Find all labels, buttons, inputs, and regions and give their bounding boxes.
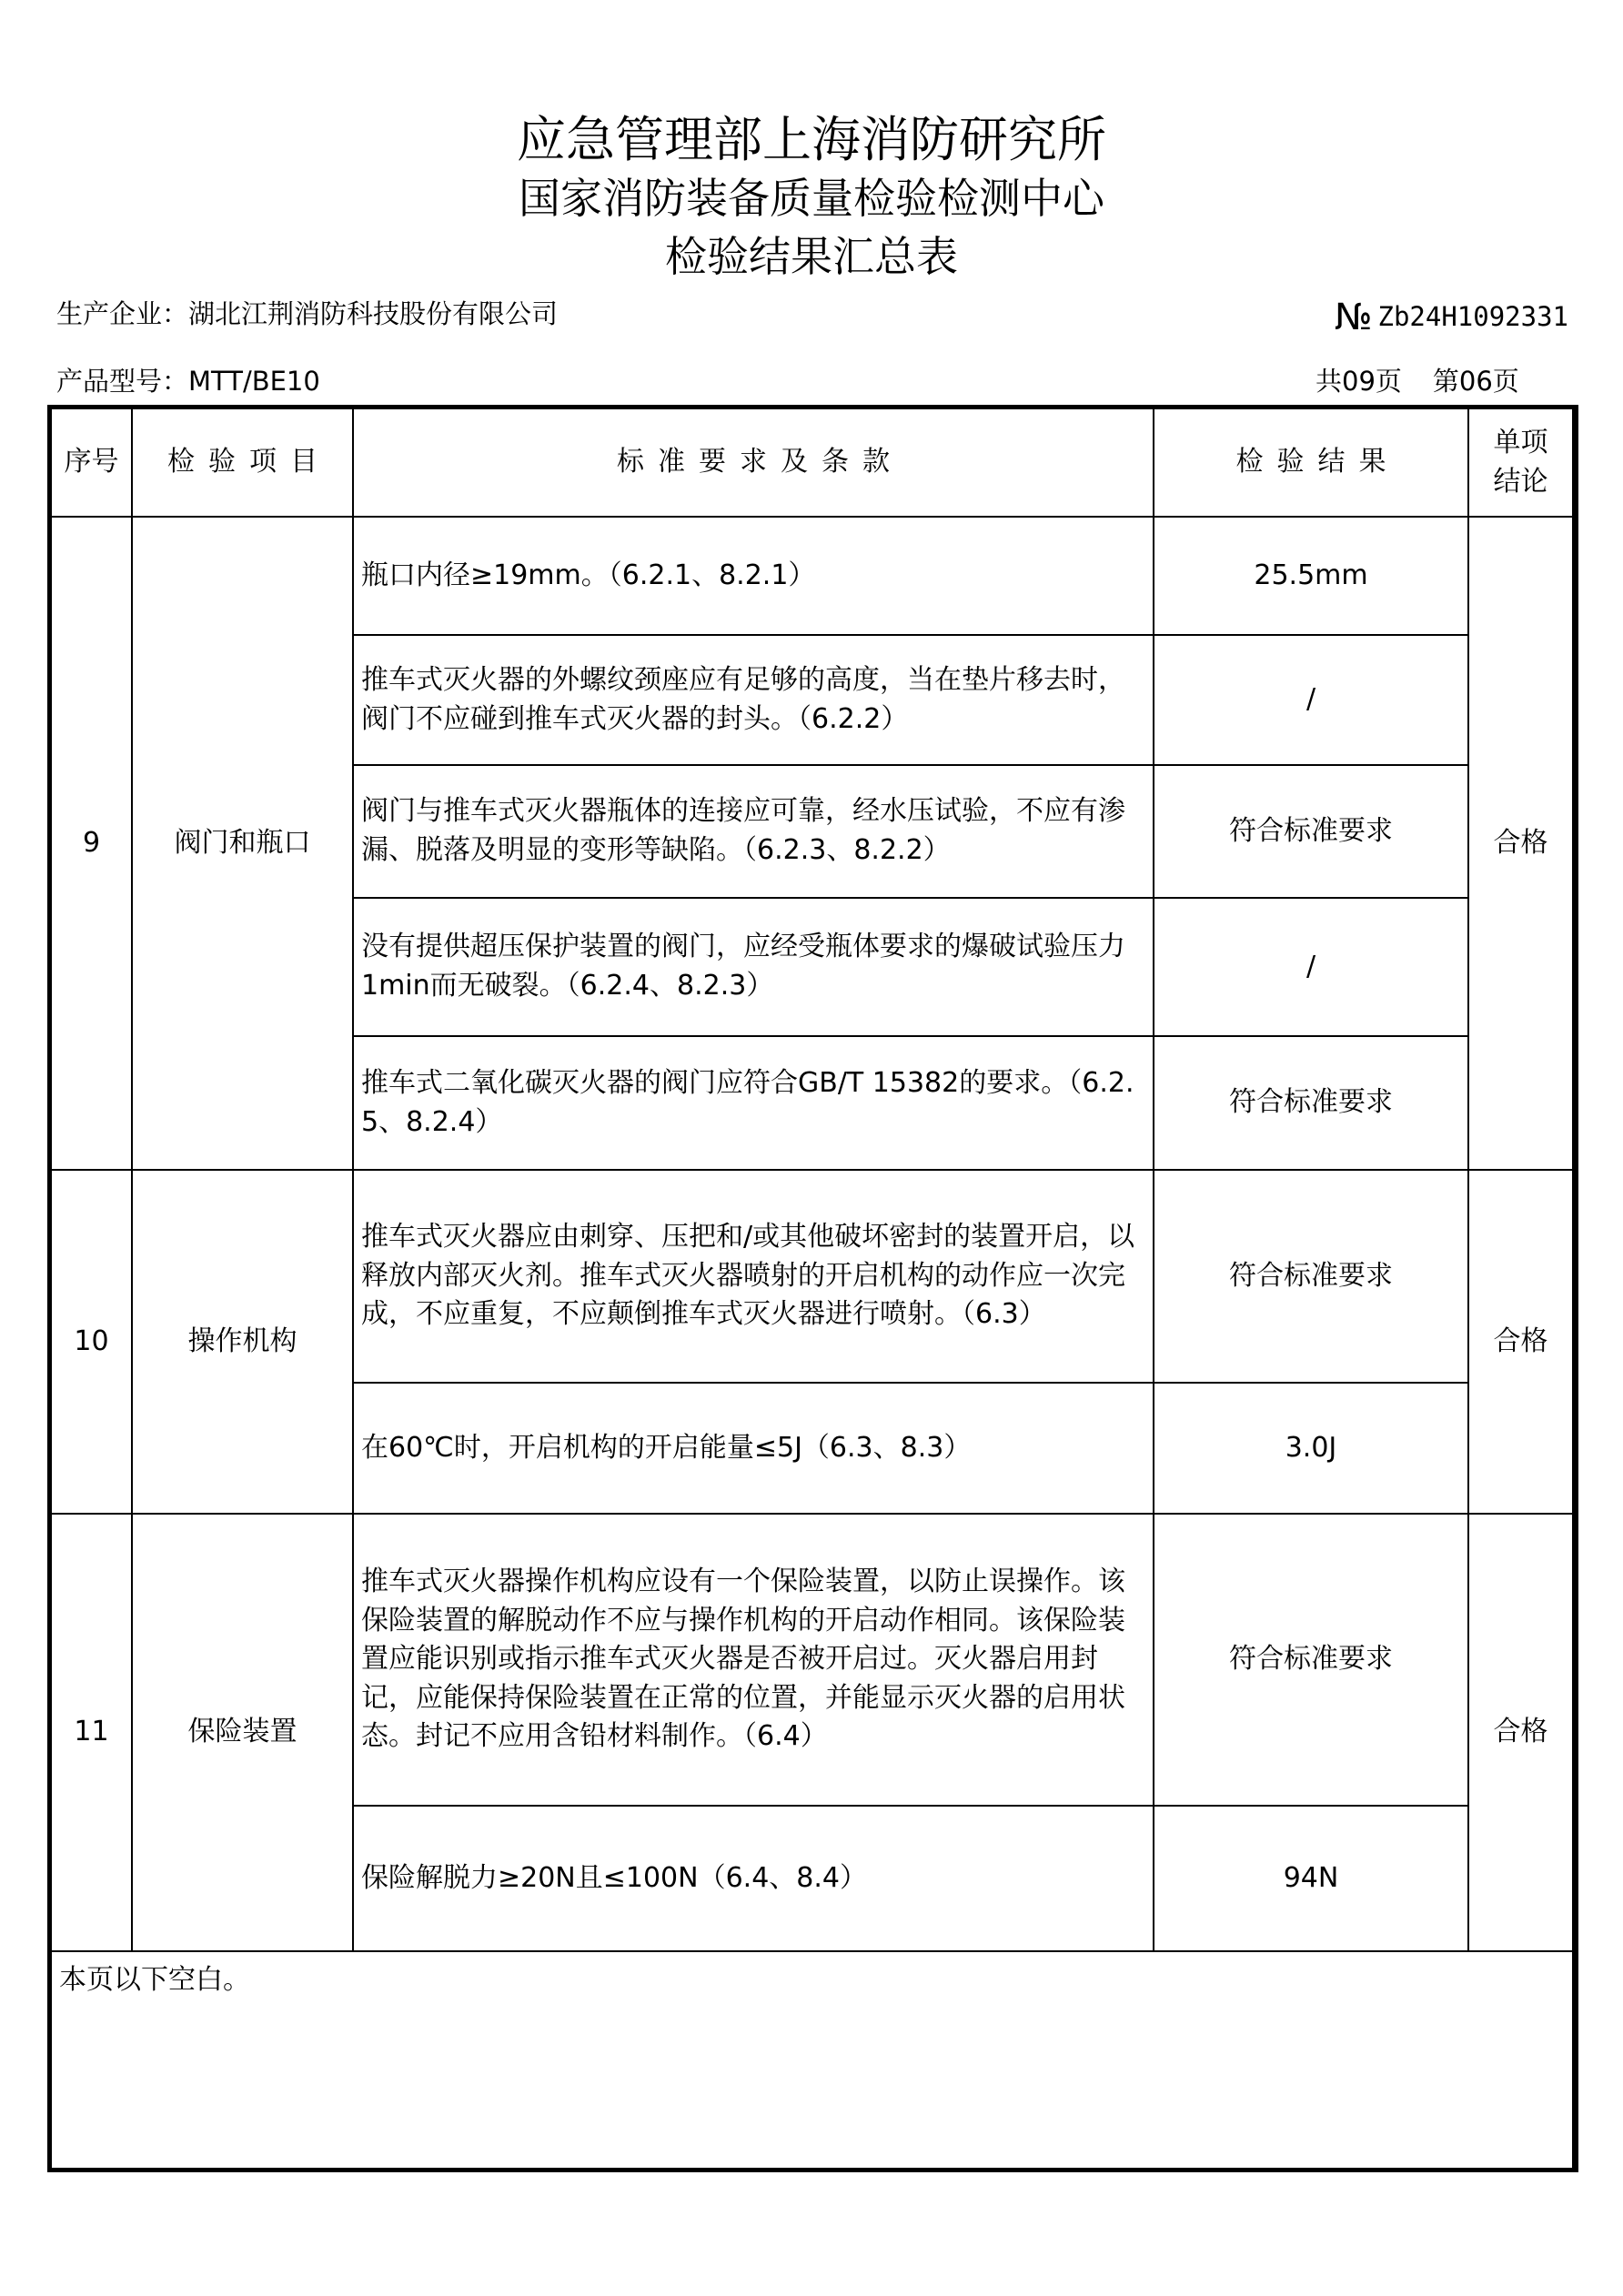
results-table — [50, 408, 1574, 2172]
header-row — [51, 408, 1573, 517]
footer-row — [51, 1951, 1573, 2171]
report-number — [1335, 299, 1568, 336]
conclusion-cell: 合格 — [1468, 517, 1573, 1170]
report-number-value: Zb24H1092331 — [1377, 301, 1568, 332]
blank-note: 本页以下空白。 — [51, 1951, 1573, 2171]
numero-sign: № — [1334, 297, 1373, 338]
page-info — [1316, 368, 1519, 395]
seq-cell: 9 — [51, 517, 132, 1170]
requirement-cell: 推车式灭火器应由刺穿、压把和/或其他破坏密封的装置开启，以释放内部灭火剂。推车式灭火器喷射的开启机构的动作应一次完成，不应重复，不应颠倒推车式灭火器进行喷射。（6.3） — [353, 1170, 1154, 1383]
result-cell: / — [1154, 898, 1468, 1036]
institute-title: 应急管理部上海消防研究所 — [517, 111, 1106, 168]
result-cell: / — [1154, 635, 1468, 765]
requirement-cell: 推车式灭火器的外螺纹颈座应有足够的高度，当在垫片移去时，阀门不应碰到推车式灭火器的封头。（6.2.2） — [353, 635, 1154, 765]
current-page: 第06页 — [1432, 366, 1519, 397]
requirement-cell: 推车式灭火器操作机构应设有一个保险装置，以防止误操作。该保险装置的解脱动作不应与操作机构的开启动作相同。该保险装置应能识别或指示推车式灭火器是否被开启过。灭火器启用封记，应能保持保险装置在正常的位置，并能显示灭火器的启用状态。封记不应用含铅材料制作。（6.4） — [353, 1514, 1154, 1806]
result-cell: 94N — [1154, 1806, 1468, 1951]
conclusion-cell: 合格 — [1468, 1514, 1573, 1951]
header-seq: 序号 — [51, 408, 132, 517]
item-cell: 阀门和瓶口 — [132, 517, 353, 1170]
requirement-cell: 阀门与推车式灭火器瓶体的连接应可靠，经水压试验，不应有渗漏、脱落及明显的变形等缺陷。（6.2.3、8.2.2） — [353, 765, 1154, 898]
item-cell: 保险装置 — [132, 1514, 353, 1951]
requirement-cell: 推车式二氧化碳灭火器的阀门应符合GB/T 15382的要求。（6.2.5、8.2.4） — [353, 1036, 1154, 1170]
center-title: 国家消防装备质量检验检测中心 — [519, 174, 1104, 223]
total-pages: 共09页 — [1316, 366, 1402, 397]
manufacturer: 生产企业：湖北江荆消防科技股份有限公司 — [56, 298, 559, 329]
requirement-cell: 没有提供超压保护装置的阀门，应经受瓶体要求的爆破试验压力1min而无破裂。（6.2.4、8.2.3） — [353, 898, 1154, 1036]
result-cell: 25.5mm — [1154, 517, 1468, 635]
header-conclusion-line2: 结论 — [1493, 465, 1548, 498]
requirement-cell: 在60℃时，开启机构的开启能量≤5J（6.3、8.3） — [353, 1383, 1154, 1514]
seq-cell: 11 — [51, 1514, 132, 1951]
requirement-cell: 保险解脱力≥20N且≤100N（6.4、8.4） — [353, 1806, 1154, 1951]
header-result: 检验结果 — [1154, 408, 1468, 517]
result-cell: 符合标准要求 — [1154, 1514, 1468, 1806]
header-requirement: 标准要求及条款 — [353, 408, 1154, 517]
table-row — [51, 1170, 1573, 1383]
table-row — [51, 1514, 1573, 1806]
header-item: 检验项目 — [132, 408, 353, 517]
product-model: 产品型号：MTT/BE10 — [56, 366, 320, 397]
result-cell: 符合标准要求 — [1154, 1036, 1468, 1170]
header-conclusion — [1468, 408, 1573, 517]
item-cell: 操作机构 — [132, 1170, 353, 1514]
result-cell: 符合标准要求 — [1154, 1170, 1468, 1383]
table-title: 检验结果汇总表 — [665, 232, 958, 281]
result-cell: 符合标准要求 — [1154, 765, 1468, 898]
requirement-cell: 瓶口内径≥19mm。（6.2.1、8.2.1） — [353, 517, 1154, 635]
table-row — [51, 517, 1573, 635]
seq-cell: 10 — [51, 1170, 132, 1514]
conclusion-cell: 合格 — [1468, 1170, 1573, 1514]
header-conclusion-line1: 单项 — [1493, 426, 1548, 458]
result-cell: 3.0J — [1154, 1383, 1468, 1514]
